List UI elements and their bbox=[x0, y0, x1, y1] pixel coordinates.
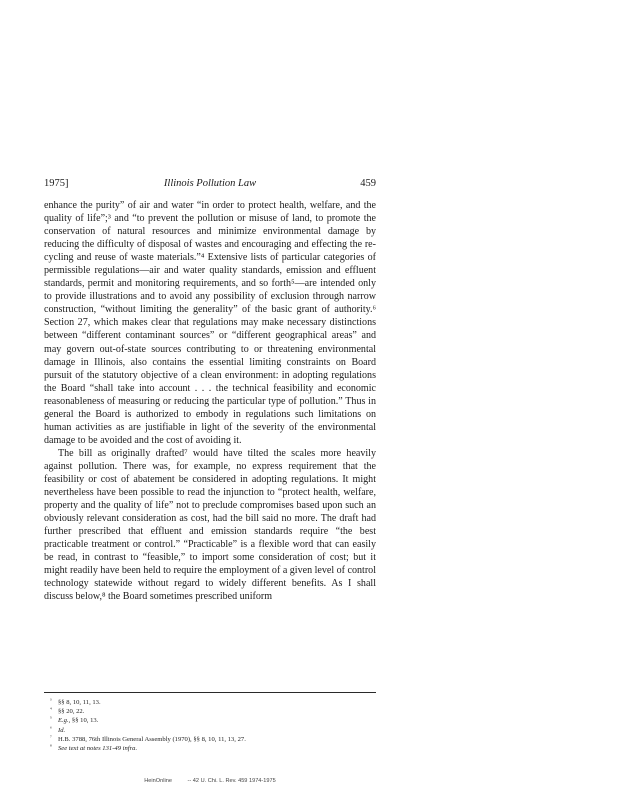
footnote-text: §§ 20, 22. bbox=[58, 708, 85, 716]
footnote-text: H.B. 3788, 76th Illinois General Assembly (1970), §§ 8, 10, 11, 13, 27. bbox=[58, 735, 246, 743]
footer-source: HeinOnline bbox=[144, 778, 172, 784]
footnote bbox=[50, 735, 376, 744]
footnote bbox=[50, 716, 376, 725]
footnote-body: §§ 10, 13. bbox=[70, 717, 99, 725]
page-number: 459 bbox=[360, 178, 376, 189]
running-head-title: Illinois Pollution Law bbox=[163, 178, 257, 189]
footnote-mark: ⁴ bbox=[50, 708, 52, 714]
footnote-divider bbox=[44, 692, 376, 693]
footnote-text bbox=[58, 726, 376, 735]
footer-citation: -- 42 U. Chi. L. Rev. 459 1974-1975 bbox=[187, 778, 276, 784]
footnote-text bbox=[58, 716, 376, 725]
footnote-mark: ³ bbox=[50, 699, 52, 704]
running-head bbox=[44, 177, 376, 191]
footnote bbox=[50, 707, 376, 716]
running-head-year: 1975] bbox=[44, 178, 69, 189]
footnote-text: See text at notes 131-49 infra. bbox=[58, 745, 138, 753]
footnote-text: §§ 8, 10, 11, 13. bbox=[58, 699, 101, 706]
paragraph: The bill as originally drafted⁷ would have tilted the scales more heavily against pollution. There was, for example, no express requirement that the feasibility or cost of abatement be considered in adopting regulations. It might nevertheless have been possible to read the injunction to “protect health, welfare, property and the quality of life” not to preclude compromises based upon such an obviously relevant consideration as cost, had the bill said no more. The draft had further prescribed that effluent and emission standards require “the best practicable treatment or control.” “Practicable” is a flexible word that can easily be read, in contrast to “feasible,” to import some consideration of cost; but it might readily have been held to require the employment of a given level of control technology statewide without regard to widely different benefits. As I shall discuss below,⁸ the Board sometimes prescribed uniform bbox=[44, 447, 376, 603]
footnote bbox=[50, 744, 376, 753]
footnote-mark: ⁸ bbox=[50, 745, 52, 751]
body-text bbox=[44, 199, 376, 603]
footnote-mark: ⁵ bbox=[50, 717, 52, 723]
footnotes bbox=[50, 698, 376, 753]
footnote bbox=[50, 698, 376, 707]
footnote bbox=[50, 726, 376, 735]
footnote-signal: E.g., bbox=[58, 717, 71, 725]
footnote-mark: ⁶ bbox=[50, 726, 52, 732]
footnote-signal: Id. bbox=[58, 726, 66, 734]
footnote-mark: ⁷ bbox=[50, 735, 52, 741]
paragraph: enhance the purity” of air and water “in order to protect health, welfare, and the quality of life”;³ and “to prevent the pollution or misuse of land, to promote the conservation of natural resources and minimize environmental damage by reducing the difficulty of disposal of wastes and encouraging and effecting the re-cycling and reuse of waste materials.”⁴ Extensive lists of particular categories of permissible regulations—air and water quality standards, emission and effluent standards, permit and monitoring requirements, and so forth⁵—are intended only to provide illustrations and to avoid any possibility of exclusion through narrow construction, “without limiting the generality” of the basic grant of authority.⁶ Section 27, which makes clear that regulations may make necessary distinctions between “different contaminant sources” or “different geographical areas” and may govern out-of-state sources contributing to or threatening environmental damage in Illinois, also contains the essential limiting constraints on Board pursuit of the statutory objective of a clean environment: in adopting regulations the Board “shall take into account . . . the technical feasibility and economic reasonableness of measuring or reducing the particular type of pollution.” Thus in general the Board is authorized to embody in regulations such limitations on human activities as are justifiable in light of the severity of the environmental damage to be avoided and the cost of avoiding it. bbox=[44, 200, 376, 446]
page-footer bbox=[44, 777, 376, 785]
